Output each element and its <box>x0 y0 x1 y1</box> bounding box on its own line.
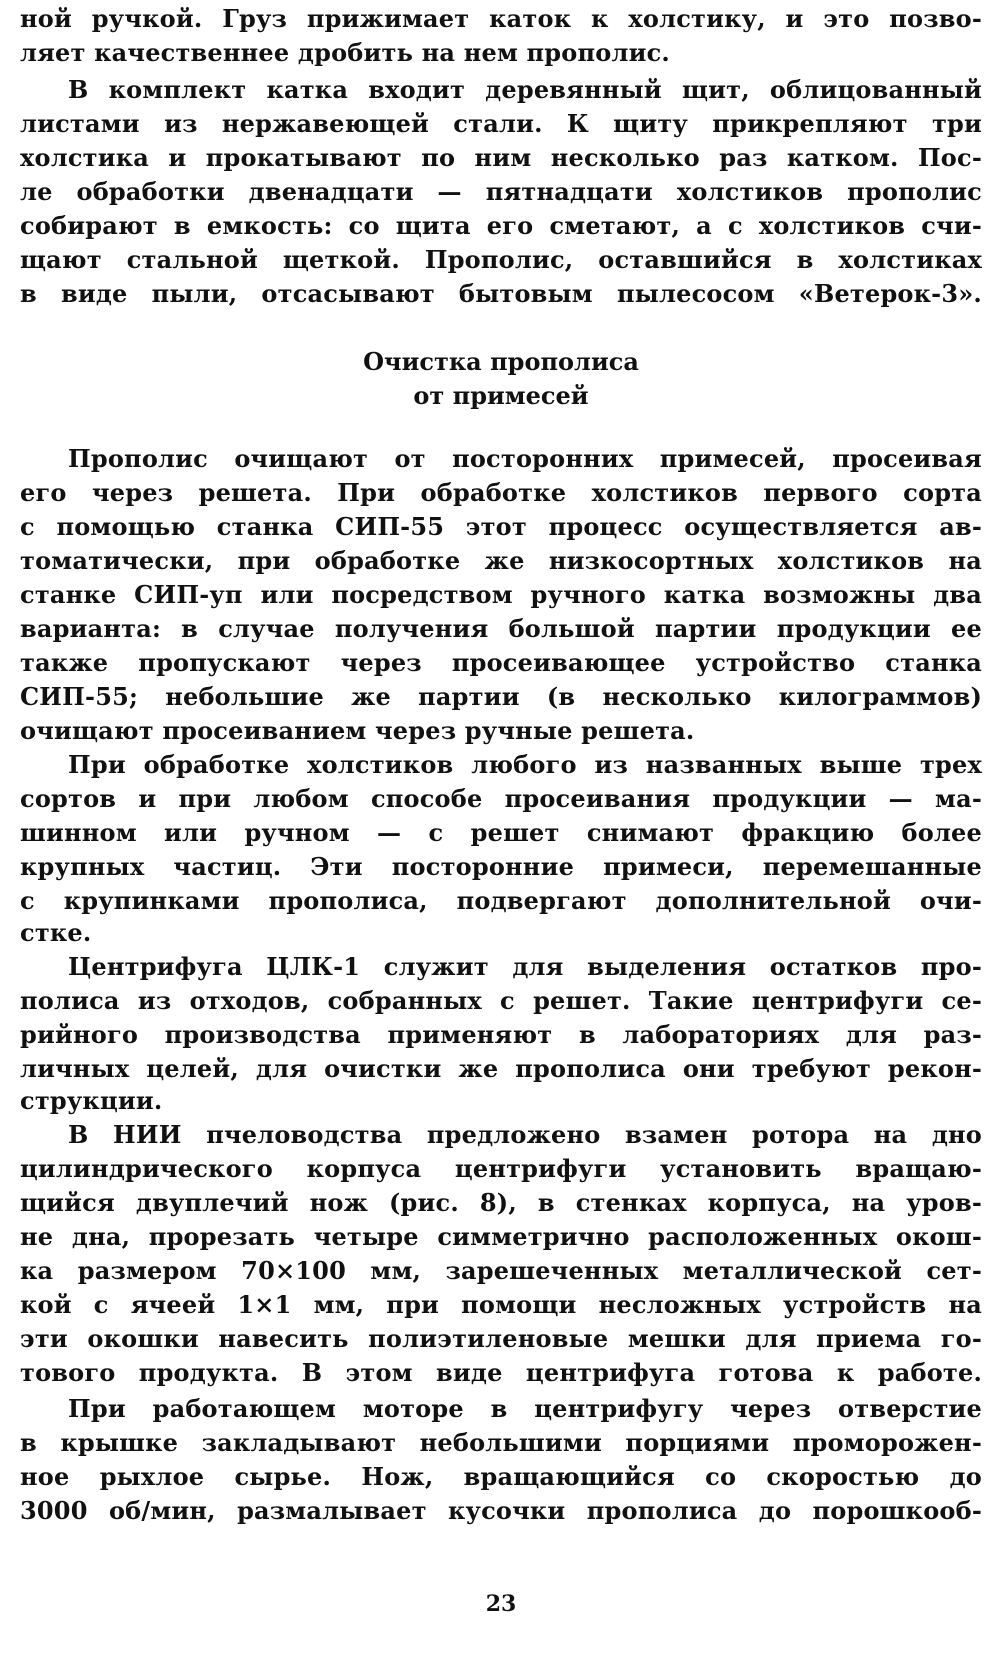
text-line: щийся двуплечий нож (рис. 8), в стенках корпуса, на уров- <box>20 1188 982 1217</box>
text-line: ляет качественнее дробить на нем прополис. <box>20 38 670 67</box>
text-line: ле обработки двенадцати — пятнадцати холстиков прополис <box>20 177 982 206</box>
text-line: также пропускают через просеивающее устройство станка <box>20 648 982 677</box>
text-line: При обработке холстиков любого из названных выше трех <box>68 750 982 779</box>
text-line: с крупинками прополиса, подвергают дополнительной очи- <box>20 886 982 915</box>
text-line: СИП-55; небольшие же партии (в несколько килограммов) <box>20 682 982 711</box>
section-heading-line-1: Очистка прополиса <box>363 347 639 376</box>
text-line: При работающем моторе в центрифугу через отверстие <box>68 1394 982 1423</box>
text-line: рийного производства применяют в лабораториях для раз- <box>20 1020 982 1049</box>
text-line: не дна, прорезать четыре симметрично расположенных окош- <box>20 1222 982 1251</box>
text-line: собирают в емкость: со щита его сметают, а с холстиков счи- <box>20 211 982 240</box>
text-line: его через решета. При обработке холстиков первого сорта <box>20 478 982 507</box>
text-line: эти окошки навесить полиэтиленовые мешки для приема го- <box>20 1324 982 1353</box>
text-line: кой с ячеей 1×1 мм, при помощи несложных устройств на <box>20 1290 982 1319</box>
text-line: струкции. <box>20 1086 163 1115</box>
text-line: В НИИ пчеловодства предложено взамен ротора на дно <box>68 1120 982 1149</box>
text-line: томатически, при обработке же низкосортных холстиков на <box>20 546 982 575</box>
text-line: 3000 об/мин, размалывает кусочки прополиса до порошкооб- <box>20 1496 982 1525</box>
text-line: листами из нержавеющей стали. К щиту прикрепляют три <box>20 109 982 138</box>
text-line: шинном или ручном — с решет снимают фракцию более <box>20 818 982 847</box>
book-page <box>20 0 982 1660</box>
text-line: полиса из отходов, собранных с решет. Такие центрифуги се- <box>20 986 982 1015</box>
text-line: стке. <box>20 918 92 947</box>
text-line: ной ручкой. Груз прижимает каток к холстику, и это позво- <box>20 4 982 33</box>
text-line: станке СИП-уп или посредством ручного катка возможны два <box>20 580 982 609</box>
text-line: Центрифуга ЦЛК-1 служит для выделения остатков про- <box>68 952 982 981</box>
page-number: 23 <box>485 1591 517 1617</box>
text-line: щают стальной щеткой. Прополис, оставшийся в холстиках <box>20 245 982 274</box>
text-line: в виде пыли, отсасывают бытовым пылесосом «Ветерок-3». <box>20 279 982 308</box>
text-line: ное рыхлое сырье. Нож, вращающийся со скоростью до <box>20 1462 982 1491</box>
text-line: ка размером 70×100 мм, зарешеченных металлической сет- <box>20 1256 982 1285</box>
text-line: цилиндрического корпуса центрифуги установить вращаю- <box>20 1154 982 1183</box>
section-heading-line-2: от примесей <box>413 381 589 410</box>
text-line: холстика и прокатывают по ним несколько раз катком. Пос- <box>20 143 982 172</box>
text-line: очищают просеиванием через ручные решета. <box>20 716 695 745</box>
text-line: варианта: в случае получения большой партии продукции ее <box>20 614 982 643</box>
text-line: в крышке закладывают небольшими порциями проморожен- <box>20 1428 982 1457</box>
text-line: В комплект катка входит деревянный щит, облицованный <box>68 75 982 104</box>
text-line: сортов и при любом способе просеивания продукции — ма- <box>20 784 982 813</box>
text-line: Прополис очищают от посторонних примесей, просеивая <box>68 444 982 473</box>
text-line: крупных частиц. Эти посторонние примеси, перемешанные <box>20 852 982 881</box>
text-line: с помощью станка СИП-55 этот процесс осуществляется ав- <box>20 512 982 541</box>
text-line: тового продукта. В этом виде центрифуга готова к работе. <box>20 1358 982 1387</box>
text-line: личных целей, для очистки же прополиса они требуют рекон- <box>20 1054 982 1083</box>
